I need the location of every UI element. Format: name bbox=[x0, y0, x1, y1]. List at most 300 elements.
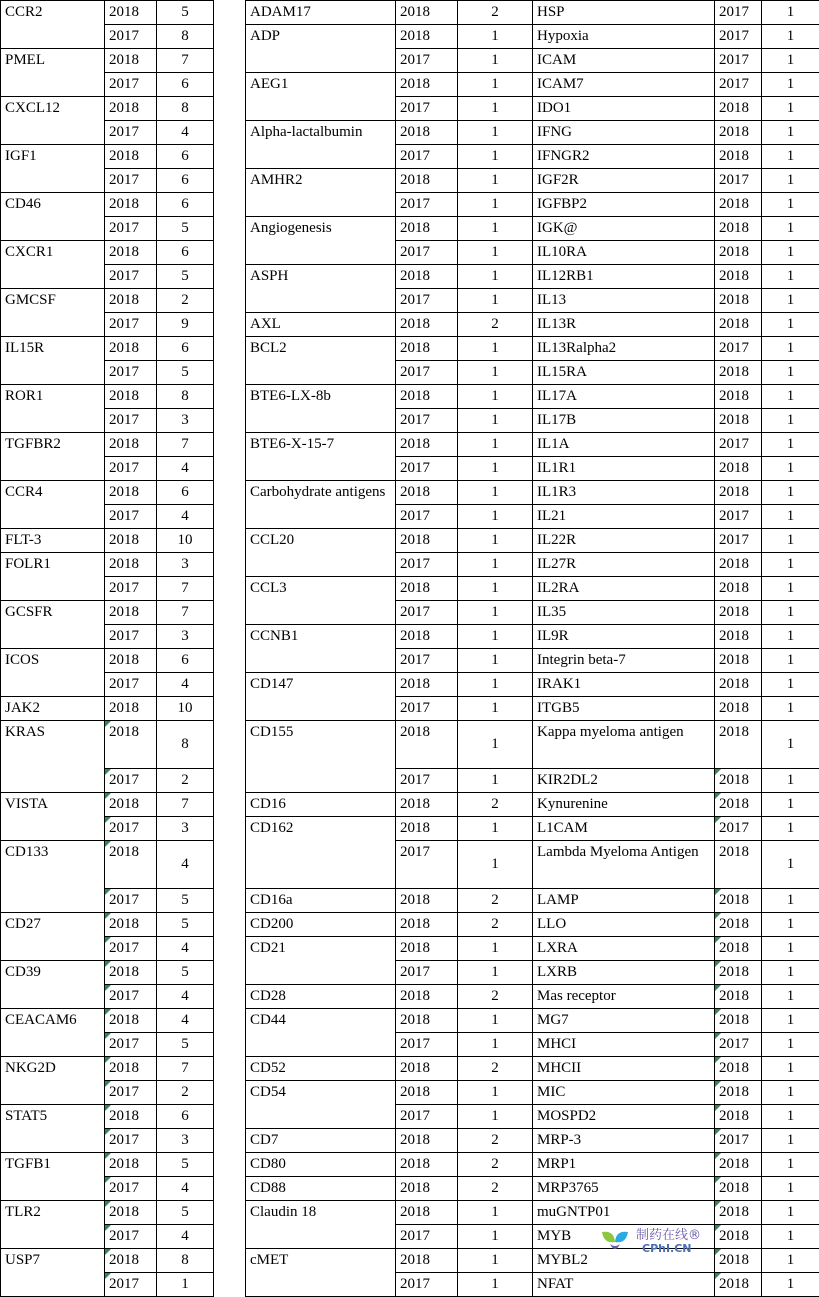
target-name-cell: ICAM bbox=[533, 49, 715, 73]
year-cell: 2018 bbox=[715, 889, 762, 913]
table-row bbox=[533, 1153, 819, 1177]
year-cell: 2017 bbox=[105, 217, 157, 241]
count-cell: 8 bbox=[157, 721, 214, 769]
year-cell: 2018 bbox=[105, 193, 157, 217]
count-cell: 1 bbox=[762, 1225, 819, 1249]
year-cell: 2017 bbox=[715, 505, 762, 529]
table-row bbox=[533, 241, 819, 265]
target-name-cell: ITGB5 bbox=[533, 697, 715, 721]
table-row bbox=[533, 625, 819, 649]
year-cell: 2018 bbox=[715, 1105, 762, 1129]
year-cell: 2017 bbox=[396, 553, 458, 577]
target-name-cell: MYBL2 bbox=[533, 1249, 715, 1273]
table-row bbox=[1, 1009, 214, 1033]
target-name-cell: IGF2R bbox=[533, 169, 715, 193]
year-cell: 2018 bbox=[715, 1153, 762, 1177]
table-row bbox=[533, 1, 819, 25]
count-cell: 1 bbox=[458, 457, 533, 481]
year-cell: 2017 bbox=[105, 361, 157, 385]
year-cell: 2018 bbox=[396, 673, 458, 697]
year-cell: 2018 bbox=[715, 913, 762, 937]
year-cell: 2018 bbox=[715, 457, 762, 481]
table-row bbox=[533, 145, 819, 169]
table-row bbox=[1, 1153, 214, 1177]
year-cell: 2018 bbox=[396, 1057, 458, 1081]
count-cell: 1 bbox=[762, 1057, 819, 1081]
year-cell: 2018 bbox=[715, 625, 762, 649]
table-row bbox=[533, 49, 819, 73]
count-cell: 8 bbox=[157, 1249, 214, 1273]
target-name-cell: MG7 bbox=[533, 1009, 715, 1033]
count-cell: 1 bbox=[458, 1201, 533, 1225]
count-cell: 1 bbox=[458, 769, 533, 793]
count-cell: 3 bbox=[157, 409, 214, 433]
target-name-cell: CD52 bbox=[246, 1057, 396, 1081]
target-name-cell: IRAK1 bbox=[533, 673, 715, 697]
target-name-cell: KRAS bbox=[1, 721, 105, 793]
year-cell: 2018 bbox=[715, 97, 762, 121]
year-cell: 2018 bbox=[715, 937, 762, 961]
table-row bbox=[1, 1, 214, 25]
table-row bbox=[533, 313, 819, 337]
table-row bbox=[1, 1201, 214, 1225]
year-cell: 2018 bbox=[715, 1177, 762, 1201]
year-cell: 2018 bbox=[396, 217, 458, 241]
target-name-cell: Angiogenesis bbox=[246, 217, 396, 265]
count-cell: 1 bbox=[762, 577, 819, 601]
year-cell: 2018 bbox=[105, 1105, 157, 1129]
count-cell: 3 bbox=[157, 625, 214, 649]
year-cell: 2018 bbox=[396, 1153, 458, 1177]
target-name-cell: LXRB bbox=[533, 961, 715, 985]
table-row bbox=[1, 289, 214, 313]
year-cell: 2017 bbox=[396, 505, 458, 529]
target-name-cell: CCR4 bbox=[1, 481, 105, 529]
target-name-cell: Lambda Myeloma Antigen bbox=[533, 841, 715, 889]
count-cell: 1 bbox=[762, 1153, 819, 1177]
table-row bbox=[533, 1033, 819, 1057]
count-cell: 1 bbox=[762, 25, 819, 49]
year-cell: 2017 bbox=[396, 601, 458, 625]
table-row bbox=[246, 793, 533, 817]
target-name-cell: GMCSF bbox=[1, 289, 105, 337]
table-row bbox=[533, 193, 819, 217]
year-cell: 2017 bbox=[396, 457, 458, 481]
year-cell: 2018 bbox=[715, 1201, 762, 1225]
table-row bbox=[1, 241, 214, 265]
count-cell: 1 bbox=[458, 673, 533, 697]
table-row bbox=[533, 1009, 819, 1033]
target-name-cell: IFNGR2 bbox=[533, 145, 715, 169]
year-cell: 2017 bbox=[105, 1033, 157, 1057]
year-cell: 2017 bbox=[715, 433, 762, 457]
target-name-cell: IL13R bbox=[533, 313, 715, 337]
year-cell: 2017 bbox=[396, 289, 458, 313]
year-cell: 2017 bbox=[105, 1225, 157, 1249]
table-row bbox=[246, 313, 533, 337]
year-cell: 2018 bbox=[715, 265, 762, 289]
table-row bbox=[533, 97, 819, 121]
table-row bbox=[533, 457, 819, 481]
year-cell: 2018 bbox=[715, 1249, 762, 1273]
target-name-cell: MYB bbox=[533, 1225, 715, 1249]
target-name-cell: IL1A bbox=[533, 433, 715, 457]
count-cell: 1 bbox=[458, 577, 533, 601]
table-row bbox=[533, 385, 819, 409]
year-cell: 2017 bbox=[396, 1273, 458, 1297]
table-row bbox=[246, 1009, 533, 1033]
count-cell: 5 bbox=[157, 361, 214, 385]
year-cell: 2017 bbox=[105, 889, 157, 913]
count-cell: 5 bbox=[157, 1201, 214, 1225]
target-name-cell: CD46 bbox=[1, 193, 105, 241]
year-cell: 2017 bbox=[396, 841, 458, 889]
table-row bbox=[1, 433, 214, 457]
year-cell: 2018 bbox=[715, 1009, 762, 1033]
count-cell: 5 bbox=[157, 961, 214, 985]
year-cell: 2017 bbox=[396, 649, 458, 673]
target-name-cell: CD155 bbox=[246, 721, 396, 793]
count-cell: 9 bbox=[157, 313, 214, 337]
target-name-cell: LAMP bbox=[533, 889, 715, 913]
count-cell: 1 bbox=[458, 193, 533, 217]
year-cell: 2018 bbox=[105, 97, 157, 121]
table-row bbox=[533, 913, 819, 937]
year-cell: 2018 bbox=[715, 241, 762, 265]
table-row bbox=[533, 337, 819, 361]
table-row bbox=[1, 385, 214, 409]
target-name-cell: CD16a bbox=[246, 889, 396, 913]
count-cell: 1 bbox=[762, 841, 819, 889]
target-name-cell: Kappa myeloma antigen bbox=[533, 721, 715, 769]
table-row bbox=[533, 1105, 819, 1129]
count-cell: 1 bbox=[458, 385, 533, 409]
count-cell: 1 bbox=[762, 385, 819, 409]
target-name-cell: CCNB1 bbox=[246, 625, 396, 673]
year-cell: 2018 bbox=[715, 361, 762, 385]
year-cell: 2018 bbox=[105, 481, 157, 505]
target-name-cell: NKG2D bbox=[1, 1057, 105, 1105]
year-cell: 2018 bbox=[105, 289, 157, 313]
target-name-cell: Carbohydrate antigens bbox=[246, 481, 396, 529]
count-cell: 1 bbox=[762, 49, 819, 73]
count-cell: 1 bbox=[762, 433, 819, 457]
count-cell: 1 bbox=[762, 1033, 819, 1057]
table-row bbox=[533, 1129, 819, 1153]
count-cell: 10 bbox=[157, 529, 214, 553]
count-cell: 1 bbox=[762, 721, 819, 769]
target-name-cell: ICAM7 bbox=[533, 73, 715, 97]
count-cell: 4 bbox=[157, 841, 214, 889]
year-cell: 2018 bbox=[715, 553, 762, 577]
count-cell: 1 bbox=[458, 1273, 533, 1297]
year-cell: 2018 bbox=[715, 121, 762, 145]
target-name-cell: CD200 bbox=[246, 913, 396, 937]
table-row bbox=[246, 169, 533, 193]
table-row bbox=[246, 1153, 533, 1177]
target-name-cell: IL13Ralpha2 bbox=[533, 337, 715, 361]
count-cell: 1 bbox=[762, 937, 819, 961]
count-cell: 1 bbox=[762, 289, 819, 313]
count-cell: 1 bbox=[762, 625, 819, 649]
year-cell: 2018 bbox=[105, 529, 157, 553]
year-cell: 2018 bbox=[105, 337, 157, 361]
table-row bbox=[246, 25, 533, 49]
target-name-cell: CD44 bbox=[246, 1009, 396, 1057]
year-cell: 2018 bbox=[715, 145, 762, 169]
year-cell: 2018 bbox=[715, 1225, 762, 1249]
count-cell: 1 bbox=[458, 73, 533, 97]
count-cell: 7 bbox=[157, 1057, 214, 1081]
target-name-cell: LXRA bbox=[533, 937, 715, 961]
count-cell: 2 bbox=[157, 769, 214, 793]
target-name-cell: CD133 bbox=[1, 841, 105, 913]
table-row bbox=[533, 289, 819, 313]
table-row bbox=[246, 985, 533, 1009]
count-cell: 1 bbox=[762, 241, 819, 265]
count-cell: 4 bbox=[157, 673, 214, 697]
table-row bbox=[533, 25, 819, 49]
target-name-cell: CD54 bbox=[246, 1081, 396, 1129]
target-name-cell: IL12RB1 bbox=[533, 265, 715, 289]
target-name-cell: CD28 bbox=[246, 985, 396, 1009]
count-cell: 1 bbox=[458, 961, 533, 985]
table-row bbox=[533, 721, 819, 769]
count-cell: 1 bbox=[458, 289, 533, 313]
year-cell: 2017 bbox=[105, 625, 157, 649]
leaf-logo-icon bbox=[600, 1228, 630, 1254]
year-cell: 2017 bbox=[105, 121, 157, 145]
count-cell: 6 bbox=[157, 481, 214, 505]
target-name-cell: IL27R bbox=[533, 553, 715, 577]
count-cell: 1 bbox=[458, 337, 533, 361]
count-cell: 5 bbox=[157, 217, 214, 241]
year-cell: 2018 bbox=[715, 841, 762, 889]
year-cell: 2017 bbox=[105, 409, 157, 433]
count-cell: 6 bbox=[157, 649, 214, 673]
count-cell: 5 bbox=[157, 1, 214, 25]
year-cell: 2018 bbox=[105, 145, 157, 169]
target-name-cell: CD88 bbox=[246, 1177, 396, 1201]
year-cell: 2018 bbox=[105, 1009, 157, 1033]
target-name-cell: BCL2 bbox=[246, 337, 396, 385]
table-row bbox=[246, 721, 533, 769]
count-cell: 1 bbox=[762, 313, 819, 337]
count-cell: 4 bbox=[157, 985, 214, 1009]
table-row bbox=[533, 673, 819, 697]
count-cell: 1 bbox=[458, 625, 533, 649]
year-cell: 2018 bbox=[715, 1057, 762, 1081]
target-name-cell: IL22R bbox=[533, 529, 715, 553]
year-cell: 2018 bbox=[105, 553, 157, 577]
count-cell: 1 bbox=[762, 649, 819, 673]
target-name-cell: TGFBR2 bbox=[1, 433, 105, 481]
table-row bbox=[246, 817, 533, 841]
target-name-cell: MIC bbox=[533, 1081, 715, 1105]
year-cell: 2018 bbox=[396, 265, 458, 289]
target-name-cell: CD80 bbox=[246, 1153, 396, 1177]
year-cell: 2017 bbox=[396, 241, 458, 265]
target-name-cell: IL1R3 bbox=[533, 481, 715, 505]
target-name-cell: CD39 bbox=[1, 961, 105, 1009]
table-row bbox=[246, 481, 533, 505]
target-name-cell: NFAT bbox=[533, 1273, 715, 1297]
year-cell: 2018 bbox=[105, 793, 157, 817]
count-cell: 1 bbox=[458, 529, 533, 553]
count-cell: 1 bbox=[762, 1273, 819, 1297]
table-row bbox=[246, 265, 533, 289]
year-cell: 2017 bbox=[105, 1177, 157, 1201]
target-name-cell: TLR2 bbox=[1, 1201, 105, 1249]
year-cell: 2018 bbox=[396, 481, 458, 505]
table-row bbox=[246, 625, 533, 649]
table-row bbox=[533, 1081, 819, 1105]
target-name-cell: MRP1 bbox=[533, 1153, 715, 1177]
count-cell: 6 bbox=[157, 1105, 214, 1129]
count-cell: 4 bbox=[157, 937, 214, 961]
count-cell: 2 bbox=[458, 889, 533, 913]
target-name-cell: ICOS bbox=[1, 649, 105, 697]
count-cell: 1 bbox=[762, 505, 819, 529]
target-name-cell: CD21 bbox=[246, 937, 396, 985]
year-cell: 2018 bbox=[396, 937, 458, 961]
table-row bbox=[1, 553, 214, 577]
count-cell: 1 bbox=[762, 1249, 819, 1273]
count-cell: 4 bbox=[157, 505, 214, 529]
table-row bbox=[246, 1177, 533, 1201]
table-row bbox=[246, 1081, 533, 1105]
count-cell: 1 bbox=[458, 433, 533, 457]
year-cell: 2018 bbox=[715, 385, 762, 409]
count-cell: 1 bbox=[458, 1105, 533, 1129]
year-cell: 2018 bbox=[396, 529, 458, 553]
year-cell: 2018 bbox=[396, 913, 458, 937]
year-cell: 2018 bbox=[396, 25, 458, 49]
year-cell: 2018 bbox=[396, 793, 458, 817]
count-cell: 1 bbox=[458, 1225, 533, 1249]
count-cell: 2 bbox=[458, 985, 533, 1009]
target-name-cell: BTE6-X-15-7 bbox=[246, 433, 396, 481]
count-cell: 6 bbox=[157, 73, 214, 97]
count-cell: 7 bbox=[157, 49, 214, 73]
year-cell: 2018 bbox=[396, 385, 458, 409]
target-name-cell: PMEL bbox=[1, 49, 105, 97]
count-cell: 7 bbox=[157, 577, 214, 601]
table-row bbox=[533, 1057, 819, 1081]
year-cell: 2018 bbox=[105, 721, 157, 769]
target-name-cell: JAK2 bbox=[1, 697, 105, 721]
table-row bbox=[1, 649, 214, 673]
table-row bbox=[1, 841, 214, 889]
year-cell: 2018 bbox=[715, 1081, 762, 1105]
year-cell: 2017 bbox=[105, 73, 157, 97]
table-row bbox=[533, 433, 819, 457]
year-cell: 2017 bbox=[715, 49, 762, 73]
count-cell: 1 bbox=[762, 985, 819, 1009]
table-row bbox=[533, 697, 819, 721]
target-name-cell: IFNG bbox=[533, 121, 715, 145]
table-row bbox=[1, 529, 214, 553]
year-cell: 2017 bbox=[396, 97, 458, 121]
table-row bbox=[533, 961, 819, 985]
count-cell: 1 bbox=[762, 73, 819, 97]
target-name-cell: IL15RA bbox=[533, 361, 715, 385]
count-cell: 7 bbox=[157, 793, 214, 817]
target-name-cell: IDO1 bbox=[533, 97, 715, 121]
count-cell: 10 bbox=[157, 697, 214, 721]
year-cell: 2018 bbox=[396, 1177, 458, 1201]
table-row bbox=[1, 193, 214, 217]
target-name-cell: IL2RA bbox=[533, 577, 715, 601]
count-cell: 1 bbox=[458, 697, 533, 721]
table-row bbox=[1, 1105, 214, 1129]
count-cell: 1 bbox=[458, 1249, 533, 1273]
count-cell: 2 bbox=[458, 793, 533, 817]
count-cell: 1 bbox=[762, 913, 819, 937]
count-cell: 1 bbox=[458, 265, 533, 289]
count-cell: 2 bbox=[458, 1177, 533, 1201]
year-cell: 2017 bbox=[105, 169, 157, 193]
table-row bbox=[533, 265, 819, 289]
year-cell: 2017 bbox=[396, 145, 458, 169]
count-cell: 1 bbox=[458, 1081, 533, 1105]
year-cell: 2018 bbox=[105, 385, 157, 409]
target-table-column-1 bbox=[0, 0, 214, 1297]
table-row bbox=[1, 337, 214, 361]
table-row bbox=[533, 217, 819, 241]
year-cell: 2018 bbox=[715, 649, 762, 673]
year-cell: 2018 bbox=[396, 169, 458, 193]
year-cell: 2017 bbox=[715, 529, 762, 553]
year-cell: 2017 bbox=[396, 1033, 458, 1057]
year-cell: 2018 bbox=[715, 985, 762, 1009]
year-cell: 2018 bbox=[105, 697, 157, 721]
target-name-cell: L1CAM bbox=[533, 817, 715, 841]
target-name-cell: IL9R bbox=[533, 625, 715, 649]
year-cell: 2017 bbox=[715, 25, 762, 49]
year-cell: 2018 bbox=[715, 961, 762, 985]
table-row bbox=[246, 1, 533, 25]
target-name-cell: CCR2 bbox=[1, 1, 105, 49]
year-cell: 2017 bbox=[715, 1033, 762, 1057]
table-row bbox=[246, 337, 533, 361]
year-cell: 2017 bbox=[105, 577, 157, 601]
table-row bbox=[533, 577, 819, 601]
table-row bbox=[246, 121, 533, 145]
table-row bbox=[246, 889, 533, 913]
target-name-cell: ROR1 bbox=[1, 385, 105, 433]
watermark-cn-text: 制药在线® bbox=[636, 1224, 701, 1243]
count-cell: 1 bbox=[762, 553, 819, 577]
year-cell: 2017 bbox=[715, 1129, 762, 1153]
count-cell: 2 bbox=[157, 1081, 214, 1105]
table-row bbox=[246, 385, 533, 409]
count-cell: 1 bbox=[458, 841, 533, 889]
target-name-cell: MHCI bbox=[533, 1033, 715, 1057]
year-cell: 2017 bbox=[715, 1, 762, 25]
target-name-cell: CXCR1 bbox=[1, 241, 105, 289]
table-row bbox=[533, 121, 819, 145]
year-cell: 2017 bbox=[105, 1273, 157, 1297]
count-cell: 2 bbox=[157, 289, 214, 313]
year-cell: 2017 bbox=[105, 25, 157, 49]
count-cell: 1 bbox=[458, 601, 533, 625]
count-cell: 7 bbox=[157, 433, 214, 457]
year-cell: 2018 bbox=[396, 577, 458, 601]
target-name-cell: CD147 bbox=[246, 673, 396, 721]
count-cell: 1 bbox=[762, 337, 819, 361]
table-row bbox=[246, 577, 533, 601]
